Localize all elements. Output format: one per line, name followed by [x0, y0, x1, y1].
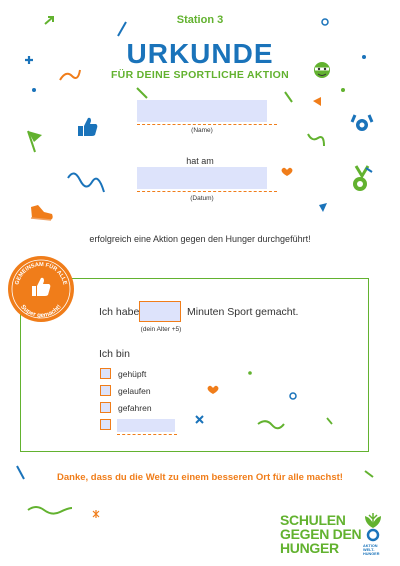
other-field[interactable]: [117, 419, 175, 432]
svg-text:Super gemacht!: [19, 303, 63, 319]
name-underline: [137, 124, 277, 125]
triangle-icon: [313, 97, 321, 106]
logo-small-text: [363, 544, 387, 557]
name-label: (Name): [191, 127, 213, 134]
badge-bottom-text: Super gemacht!: [19, 303, 63, 320]
logo-small-1: AKTION: [363, 544, 378, 548]
badge: [8, 256, 74, 322]
achievement-text: erfolgreich eine Aktion gegen den Hunger durchgeführt!: [89, 234, 311, 244]
hat-am-text: hat am: [186, 156, 214, 166]
flag-icon: [28, 131, 42, 152]
checkbox-other[interactable]: [100, 419, 111, 430]
minutes-field[interactable]: [139, 301, 181, 322]
dot-icon: [32, 88, 36, 92]
ich-bin-text: Ich bin: [99, 348, 130, 360]
logo-line1: SCHULEN: [280, 512, 346, 528]
logo-line2: GEGEN DEN: [280, 526, 362, 542]
page-title: URKUNDE: [126, 38, 274, 69]
option-gehuepft: gehüpft: [118, 369, 147, 379]
date-label: (Datum): [190, 195, 214, 202]
thumbs-up-icon: [32, 278, 50, 296]
option-gefahren: gefahren: [118, 403, 152, 413]
heart-icon: [282, 168, 293, 176]
asterisk-icon: [93, 510, 99, 518]
logo-ring-icon: [365, 528, 381, 542]
logo-line3: HUNGER: [280, 540, 339, 556]
checkbox-gelaufen[interactable]: [100, 385, 111, 396]
date-underline: [137, 191, 277, 192]
minuten-text: Minuten Sport gemacht.: [187, 306, 299, 318]
logo-small-2: WELT-: [363, 548, 375, 553]
badge-top-text: GEMEINSAM FÜR ALLE: [14, 261, 68, 286]
ich-habe-text: Ich habe: [99, 306, 140, 318]
sneaker-icon: [31, 205, 53, 220]
thanks-text: Danke, dass du die Welt zu einem besseren Ort für alle machst!: [57, 472, 343, 483]
logo: [280, 513, 361, 555]
page-subtitle: FÜR DEINE SPORTLICHE AKTION: [110, 69, 290, 81]
badge-graphic: [8, 256, 74, 322]
logo-small-3: HUNGER: [363, 552, 380, 557]
date-field[interactable]: [137, 167, 267, 189]
station-label: Station 3: [176, 14, 224, 26]
age-hint: (dein Alter +5): [140, 326, 182, 333]
name-field[interactable]: [137, 100, 267, 122]
cheering-icon: [352, 115, 372, 131]
checkbox-gefahren[interactable]: [100, 402, 111, 413]
thumbs-up-icon: [78, 118, 97, 136]
option-gelaufen: gelaufen: [118, 386, 151, 396]
medal-icon: [353, 166, 372, 191]
checkbox-gehuepft[interactable]: [100, 368, 111, 379]
zigzag-icon: [68, 173, 104, 192]
other-underline: [117, 434, 177, 435]
